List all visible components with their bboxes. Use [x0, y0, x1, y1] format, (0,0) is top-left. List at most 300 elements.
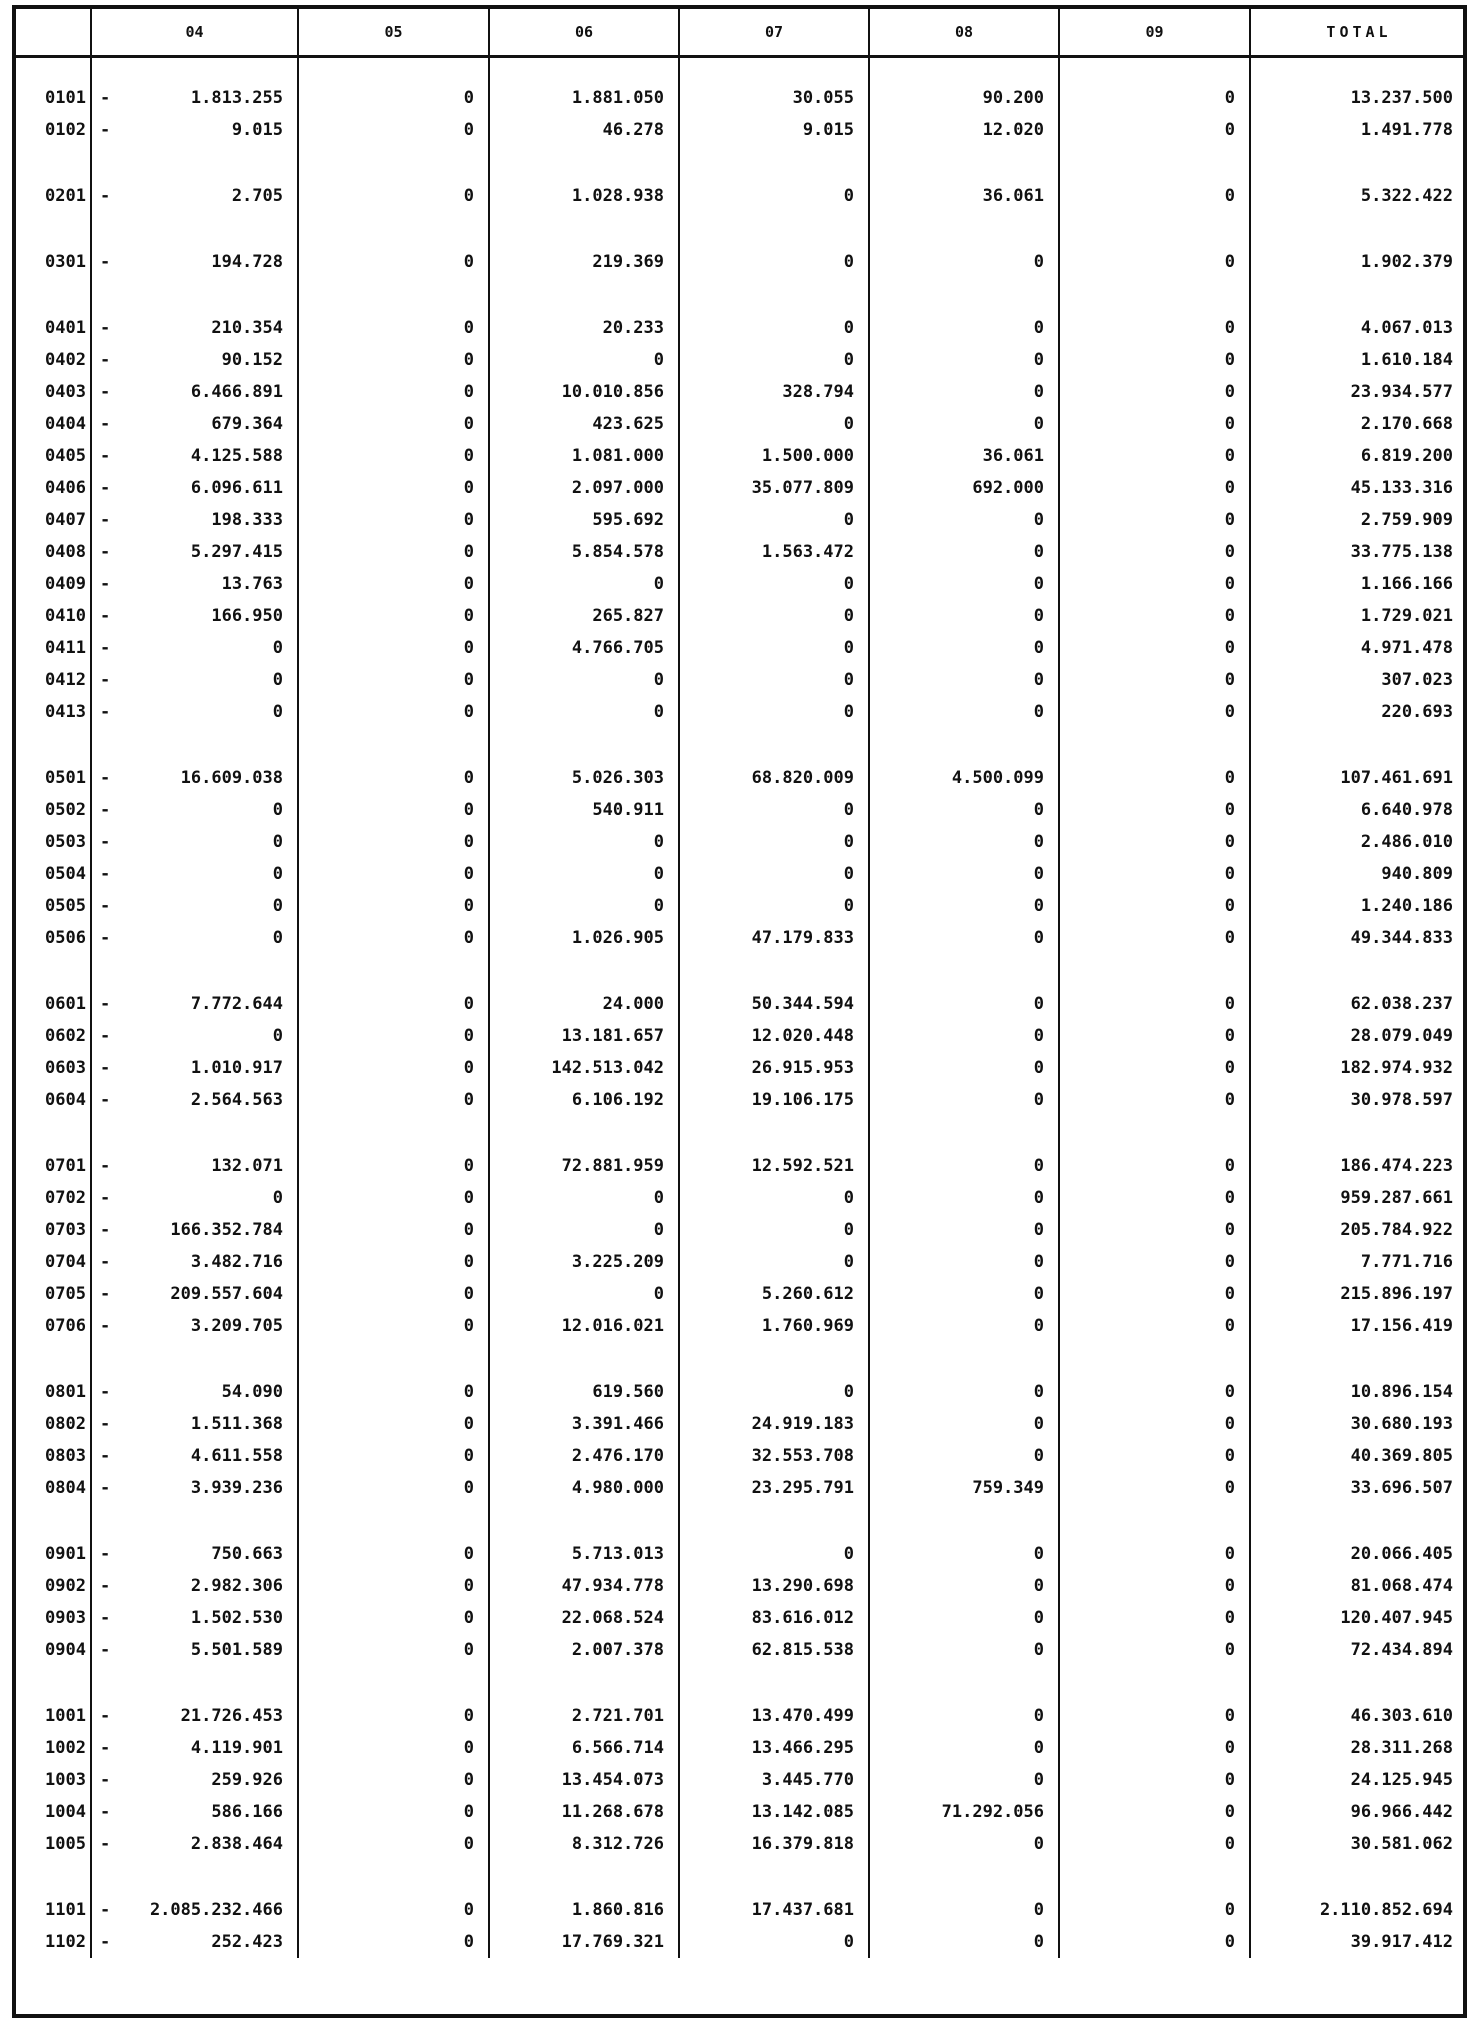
- table-row: [16, 1764, 1467, 1796]
- table-row: [16, 536, 1467, 568]
- cell-06: 20.233: [489, 312, 679, 344]
- cell-05: 0: [298, 988, 489, 1020]
- spacer-cell: [16, 954, 91, 988]
- cell-08: 0: [869, 1634, 1059, 1666]
- row-code: 0902: [16, 1570, 91, 1602]
- spacer-cell: [679, 278, 869, 312]
- group-spacer: [16, 1860, 1467, 1894]
- group-spacer: [16, 57, 1467, 83]
- cell-09: 0: [1059, 988, 1250, 1020]
- cell-09: 0: [1059, 344, 1250, 376]
- cell-07: 0: [679, 568, 869, 600]
- row-code: 0901: [16, 1538, 91, 1570]
- cell-08: 0: [869, 794, 1059, 826]
- spacer-cell: [1250, 278, 1467, 312]
- cell-07: 35.077.809: [679, 472, 869, 504]
- cell-total: 4.067.013: [1360, 318, 1453, 338]
- header-09: 09: [1059, 9, 1250, 57]
- cell-04-value: 198.333: [211, 510, 283, 530]
- cell-06: 11.268.678: [489, 1796, 679, 1828]
- cell-05: 0: [298, 1440, 489, 1472]
- row-code: 0401: [16, 312, 91, 344]
- cell-09: 0: [1059, 922, 1250, 954]
- cell-08: 0: [869, 376, 1059, 408]
- header-04: 04: [91, 9, 298, 57]
- spacer-cell: [91, 1342, 298, 1376]
- cell-09: 0: [1059, 1376, 1250, 1408]
- cell-05: 0: [298, 1894, 489, 1926]
- row-code: 0503: [16, 826, 91, 858]
- spacer-cell: [16, 146, 91, 180]
- leader-dash: -: [100, 1706, 111, 1726]
- cell-09: 0: [1059, 1538, 1250, 1570]
- spacer-cell: [1059, 1342, 1250, 1376]
- cell-09: 0: [1059, 1020, 1250, 1052]
- cell-04-value: 6.466.891: [190, 382, 283, 402]
- header-total: TOTAL: [1250, 9, 1467, 57]
- cell-04: [91, 180, 298, 212]
- header-05: 05: [298, 9, 489, 57]
- cell-04: [91, 1310, 298, 1342]
- cell-09: 0: [1059, 1214, 1250, 1246]
- spacer-cell: [1250, 728, 1467, 762]
- cell-09: 0: [1059, 826, 1250, 858]
- table-row: [16, 114, 1467, 146]
- cell-09: 0: [1059, 696, 1250, 728]
- group-spacer: [16, 1342, 1467, 1376]
- cell-04: [91, 114, 298, 146]
- row-code: 0502: [16, 794, 91, 826]
- spacer-cell: [91, 1860, 298, 1894]
- leader-dash: -: [100, 318, 111, 338]
- group-spacer: [16, 954, 1467, 988]
- cell-04: [91, 696, 298, 728]
- cell-07: 83.616.012: [679, 1602, 869, 1634]
- cell-total: 1.240.186: [1360, 896, 1453, 916]
- cell-05: 0: [298, 1278, 489, 1310]
- leader-dash: -: [100, 896, 111, 916]
- cell-06: 6.106.192: [489, 1084, 679, 1116]
- spacer-cell: [679, 212, 869, 246]
- table-row: [16, 922, 1467, 954]
- cell-04: [91, 1538, 298, 1570]
- row-code: 0801: [16, 1376, 91, 1408]
- row-code: 0301: [16, 246, 91, 278]
- cell-total: 33.775.138: [1350, 542, 1453, 562]
- cell-06: 13.454.073: [489, 1764, 679, 1796]
- cell-06: 4.766.705: [489, 632, 679, 664]
- table-row: [16, 826, 1467, 858]
- cell-04-value: 54.090: [221, 1382, 283, 1402]
- cell-04: [91, 1020, 298, 1052]
- table-row: [16, 1182, 1467, 1214]
- cell-07: 0: [679, 504, 869, 536]
- table-row: [16, 1052, 1467, 1084]
- spacer-cell: [16, 728, 91, 762]
- row-code: 0904: [16, 1634, 91, 1666]
- cell-04-value: 0: [272, 832, 283, 852]
- spacer-cell: [298, 728, 489, 762]
- row-code: 0504: [16, 858, 91, 890]
- spacer-cell: [1250, 1666, 1467, 1700]
- cell-08: 0: [869, 1602, 1059, 1634]
- cell-08: 90.200: [869, 82, 1059, 114]
- cell-04-value: 0: [272, 896, 283, 916]
- cell-04-value: 252.423: [211, 1932, 283, 1952]
- cell-04: [91, 1376, 298, 1408]
- cell-08: 0: [869, 1408, 1059, 1440]
- cell-total: 20.066.405: [1350, 1544, 1453, 1564]
- cell-07: 0: [679, 826, 869, 858]
- table-row: [16, 1700, 1467, 1732]
- table-row: [16, 1732, 1467, 1764]
- table-row: [16, 1926, 1467, 1958]
- cell-06: 2.721.701: [489, 1700, 679, 1732]
- cell-04: [91, 246, 298, 278]
- cell-total: 4.971.478: [1360, 638, 1453, 658]
- cell-total: 40.369.805: [1350, 1446, 1453, 1466]
- table-row: [16, 600, 1467, 632]
- cell-total: 1.610.184: [1360, 350, 1453, 370]
- cell-04: [91, 632, 298, 664]
- spacer-cell: [869, 1504, 1059, 1538]
- cell-04: [91, 890, 298, 922]
- cell-06: 0: [489, 1182, 679, 1214]
- table-row: [16, 632, 1467, 664]
- table-row: [16, 1602, 1467, 1634]
- spacer-cell: [16, 1666, 91, 1700]
- cell-07: 0: [679, 600, 869, 632]
- cell-total: 7.771.716: [1360, 1252, 1453, 1272]
- cell-09: 0: [1059, 664, 1250, 696]
- table-row: [16, 1472, 1467, 1504]
- spacer-cell: [1059, 212, 1250, 246]
- cell-09: 0: [1059, 1764, 1250, 1796]
- spacer-cell: [16, 57, 91, 83]
- cell-06: 2.007.378: [489, 1634, 679, 1666]
- cell-06: 0: [489, 1214, 679, 1246]
- table-body: [16, 57, 1467, 1959]
- cell-04: [91, 504, 298, 536]
- table-row: [16, 664, 1467, 696]
- cell-04-value: 9.015: [231, 120, 283, 140]
- table-row: [16, 82, 1467, 114]
- cell-07: 0: [679, 664, 869, 696]
- cell-07: 47.179.833: [679, 922, 869, 954]
- leader-dash: -: [100, 768, 111, 788]
- cell-08: 0: [869, 826, 1059, 858]
- cell-06: 1.026.905: [489, 922, 679, 954]
- spacer-cell: [1059, 1860, 1250, 1894]
- cell-04-value: 0: [272, 670, 283, 690]
- cell-08: 0: [869, 1764, 1059, 1796]
- cell-04-value: 0: [272, 1026, 283, 1046]
- cell-04: [91, 1440, 298, 1472]
- cell-07: 32.553.708: [679, 1440, 869, 1472]
- leader-dash: -: [100, 1058, 111, 1078]
- cell-04-value: 750.663: [211, 1544, 283, 1564]
- group-spacer: [16, 146, 1467, 180]
- table-row: [16, 696, 1467, 728]
- cell-05: 0: [298, 472, 489, 504]
- cell-08: 0: [869, 632, 1059, 664]
- row-code: 1005: [16, 1828, 91, 1860]
- cell-08: 0: [869, 600, 1059, 632]
- cell-08: 4.500.099: [869, 762, 1059, 794]
- spacer-cell: [91, 278, 298, 312]
- spacer-cell: [679, 1116, 869, 1150]
- leader-dash: -: [100, 1090, 111, 1110]
- cell-05: 0: [298, 376, 489, 408]
- cell-08: 0: [869, 1084, 1059, 1116]
- leader-dash: -: [100, 446, 111, 466]
- spacer-cell: [16, 278, 91, 312]
- cell-04-value: 1.502.530: [190, 1608, 283, 1628]
- leader-dash: -: [100, 478, 111, 498]
- cell-06: 47.934.778: [489, 1570, 679, 1602]
- row-code: 0404: [16, 408, 91, 440]
- cell-09: 0: [1059, 82, 1250, 114]
- cell-total: 205.784.922: [1340, 1220, 1453, 1240]
- cell-total: 24.125.945: [1350, 1770, 1453, 1790]
- cell-08: 0: [869, 246, 1059, 278]
- cell-total: 6.819.200: [1360, 446, 1453, 466]
- cell-08: 0: [869, 344, 1059, 376]
- cell-05: 0: [298, 408, 489, 440]
- cell-05: 0: [298, 1020, 489, 1052]
- cell-06: 5.026.303: [489, 762, 679, 794]
- cell-total: 2.759.909: [1360, 510, 1453, 530]
- cell-04-value: 90.152: [221, 350, 283, 370]
- cell-total: 940.809: [1381, 864, 1453, 884]
- cell-05: 0: [298, 696, 489, 728]
- group-spacer: [16, 212, 1467, 246]
- cell-05: 0: [298, 1310, 489, 1342]
- cell-total: 220.693: [1381, 702, 1453, 722]
- cell-05: 0: [298, 536, 489, 568]
- cell-08: 0: [869, 890, 1059, 922]
- cell-04-value: 259.926: [211, 1770, 283, 1790]
- leader-dash: -: [100, 350, 111, 370]
- cell-08: 71.292.056: [869, 1796, 1059, 1828]
- spacer-cell: [489, 1116, 679, 1150]
- cell-05: 0: [298, 504, 489, 536]
- cell-07: 68.820.009: [679, 762, 869, 794]
- cell-05: 0: [298, 1246, 489, 1278]
- spacer-cell: [489, 954, 679, 988]
- cell-09: 0: [1059, 312, 1250, 344]
- leader-dash: -: [100, 800, 111, 820]
- cell-04-value: 4.119.901: [190, 1738, 283, 1758]
- cell-04-value: 4.125.588: [190, 446, 283, 466]
- spacer-cell: [869, 278, 1059, 312]
- cell-04-value: 0: [272, 928, 283, 948]
- row-code: 0505: [16, 890, 91, 922]
- cell-04-value: 194.728: [211, 252, 283, 272]
- cell-07: 3.445.770: [679, 1764, 869, 1796]
- row-code: 0701: [16, 1150, 91, 1182]
- spacer-cell: [298, 57, 489, 83]
- table-row: [16, 568, 1467, 600]
- spacer-cell: [489, 1860, 679, 1894]
- leader-dash: -: [100, 1900, 111, 1920]
- spacer-cell: [1059, 728, 1250, 762]
- row-code: 1102: [16, 1926, 91, 1958]
- cell-total: 81.068.474: [1350, 1576, 1453, 1596]
- leader-dash: -: [100, 1188, 111, 1208]
- cell-06: 1.028.938: [489, 180, 679, 212]
- cell-total: 72.434.894: [1350, 1640, 1453, 1660]
- cell-04: [91, 1278, 298, 1310]
- cell-04: [91, 376, 298, 408]
- cell-08: 0: [869, 1246, 1059, 1278]
- table-row: [16, 1084, 1467, 1116]
- cell-total: 17.156.419: [1350, 1316, 1453, 1336]
- cell-04-value: 166.950: [211, 606, 283, 626]
- cell-08: 36.061: [869, 440, 1059, 472]
- table-row: [16, 1020, 1467, 1052]
- cell-05: 0: [298, 246, 489, 278]
- table-row: [16, 1796, 1467, 1828]
- spacer-cell: [1059, 146, 1250, 180]
- spacer-cell: [298, 278, 489, 312]
- spacer-cell: [91, 212, 298, 246]
- cell-05: 0: [298, 600, 489, 632]
- cell-04: [91, 1150, 298, 1182]
- spacer-cell: [91, 57, 298, 83]
- cell-06: 5.854.578: [489, 536, 679, 568]
- cell-04-value: 209.557.604: [170, 1284, 283, 1304]
- cell-total: 13.237.500: [1350, 88, 1453, 108]
- cell-04: [91, 922, 298, 954]
- cell-04: [91, 762, 298, 794]
- cell-04: [91, 440, 298, 472]
- cell-08: 0: [869, 1828, 1059, 1860]
- leader-dash: -: [100, 1834, 111, 1854]
- spacer-cell: [489, 212, 679, 246]
- table-row: [16, 988, 1467, 1020]
- cell-07: 0: [679, 1926, 869, 1958]
- cell-08: 0: [869, 1052, 1059, 1084]
- cell-05: 0: [298, 114, 489, 146]
- leader-dash: -: [100, 702, 111, 722]
- cell-07: 16.379.818: [679, 1828, 869, 1860]
- cell-05: 0: [298, 1764, 489, 1796]
- table-row: [16, 504, 1467, 536]
- cell-04: [91, 1084, 298, 1116]
- cell-09: 0: [1059, 408, 1250, 440]
- cell-04: [91, 1408, 298, 1440]
- cell-04: [91, 1700, 298, 1732]
- cell-04-value: 679.364: [211, 414, 283, 434]
- row-code: 0705: [16, 1278, 91, 1310]
- leader-dash: -: [100, 1414, 111, 1434]
- cell-08: 0: [869, 568, 1059, 600]
- spacer-cell: [679, 1860, 869, 1894]
- cell-08: 0: [869, 1570, 1059, 1602]
- cell-06: 17.769.321: [489, 1926, 679, 1958]
- leader-dash: -: [100, 120, 111, 140]
- cell-07: 1.563.472: [679, 536, 869, 568]
- spacer-cell: [869, 1342, 1059, 1376]
- cell-04-value: 2.705: [231, 186, 283, 206]
- spacer-cell: [1250, 212, 1467, 246]
- cell-04-value: 2.085.232.466: [149, 1900, 283, 1920]
- cell-total: 5.322.422: [1360, 186, 1453, 206]
- spacer-cell: [679, 1504, 869, 1538]
- cell-07: 0: [679, 696, 869, 728]
- cell-07: 26.915.953: [679, 1052, 869, 1084]
- row-code: 0604: [16, 1084, 91, 1116]
- cell-08: 0: [869, 858, 1059, 890]
- cell-04-value: 21.726.453: [180, 1706, 283, 1726]
- header-07: 07: [679, 9, 869, 57]
- cell-total: 45.133.316: [1350, 478, 1453, 498]
- spacer-cell: [16, 212, 91, 246]
- cell-08: 0: [869, 408, 1059, 440]
- cell-total: 1.491.778: [1360, 120, 1453, 140]
- cell-05: 0: [298, 82, 489, 114]
- cell-06: 142.513.042: [489, 1052, 679, 1084]
- cell-05: 0: [298, 1700, 489, 1732]
- cell-04: [91, 536, 298, 568]
- cell-total: 2.110.852.694: [1319, 1900, 1453, 1920]
- cell-09: 0: [1059, 1700, 1250, 1732]
- cell-09: 0: [1059, 1926, 1250, 1958]
- spacer-cell: [489, 278, 679, 312]
- cell-08: 0: [869, 1150, 1059, 1182]
- leader-dash: -: [100, 994, 111, 1014]
- cell-09: 0: [1059, 1828, 1250, 1860]
- cell-05: 0: [298, 1732, 489, 1764]
- cell-04: [91, 472, 298, 504]
- cell-04-value: 3.939.236: [190, 1478, 283, 1498]
- cell-06: 46.278: [489, 114, 679, 146]
- cell-04: [91, 1570, 298, 1602]
- spacer-cell: [1059, 57, 1250, 83]
- cell-09: 0: [1059, 180, 1250, 212]
- cell-04: [91, 408, 298, 440]
- cell-06: 0: [489, 664, 679, 696]
- cell-06: 0: [489, 344, 679, 376]
- cell-04: [91, 988, 298, 1020]
- spacer-cell: [298, 1666, 489, 1700]
- cell-04: [91, 1602, 298, 1634]
- cell-08: 0: [869, 1926, 1059, 1958]
- spacer-cell: [1250, 954, 1467, 988]
- group-spacer: [16, 1504, 1467, 1538]
- cell-07: 0: [679, 1246, 869, 1278]
- spacer-cell: [489, 728, 679, 762]
- row-code: 0409: [16, 568, 91, 600]
- cell-total: 30.581.062: [1350, 1834, 1453, 1854]
- cell-09: 0: [1059, 1796, 1250, 1828]
- group-spacer: [16, 278, 1467, 312]
- row-code: 0412: [16, 664, 91, 696]
- cell-07: 50.344.594: [679, 988, 869, 1020]
- cell-08: 0: [869, 1440, 1059, 1472]
- table-row: [16, 344, 1467, 376]
- cell-05: 0: [298, 858, 489, 890]
- leader-dash: -: [100, 1802, 111, 1822]
- cell-04: [91, 312, 298, 344]
- cell-08: 692.000: [869, 472, 1059, 504]
- cell-08: 0: [869, 1020, 1059, 1052]
- leader-dash: -: [100, 1382, 111, 1402]
- spacer-cell: [869, 1860, 1059, 1894]
- cell-09: 0: [1059, 440, 1250, 472]
- cell-04: [91, 1052, 298, 1084]
